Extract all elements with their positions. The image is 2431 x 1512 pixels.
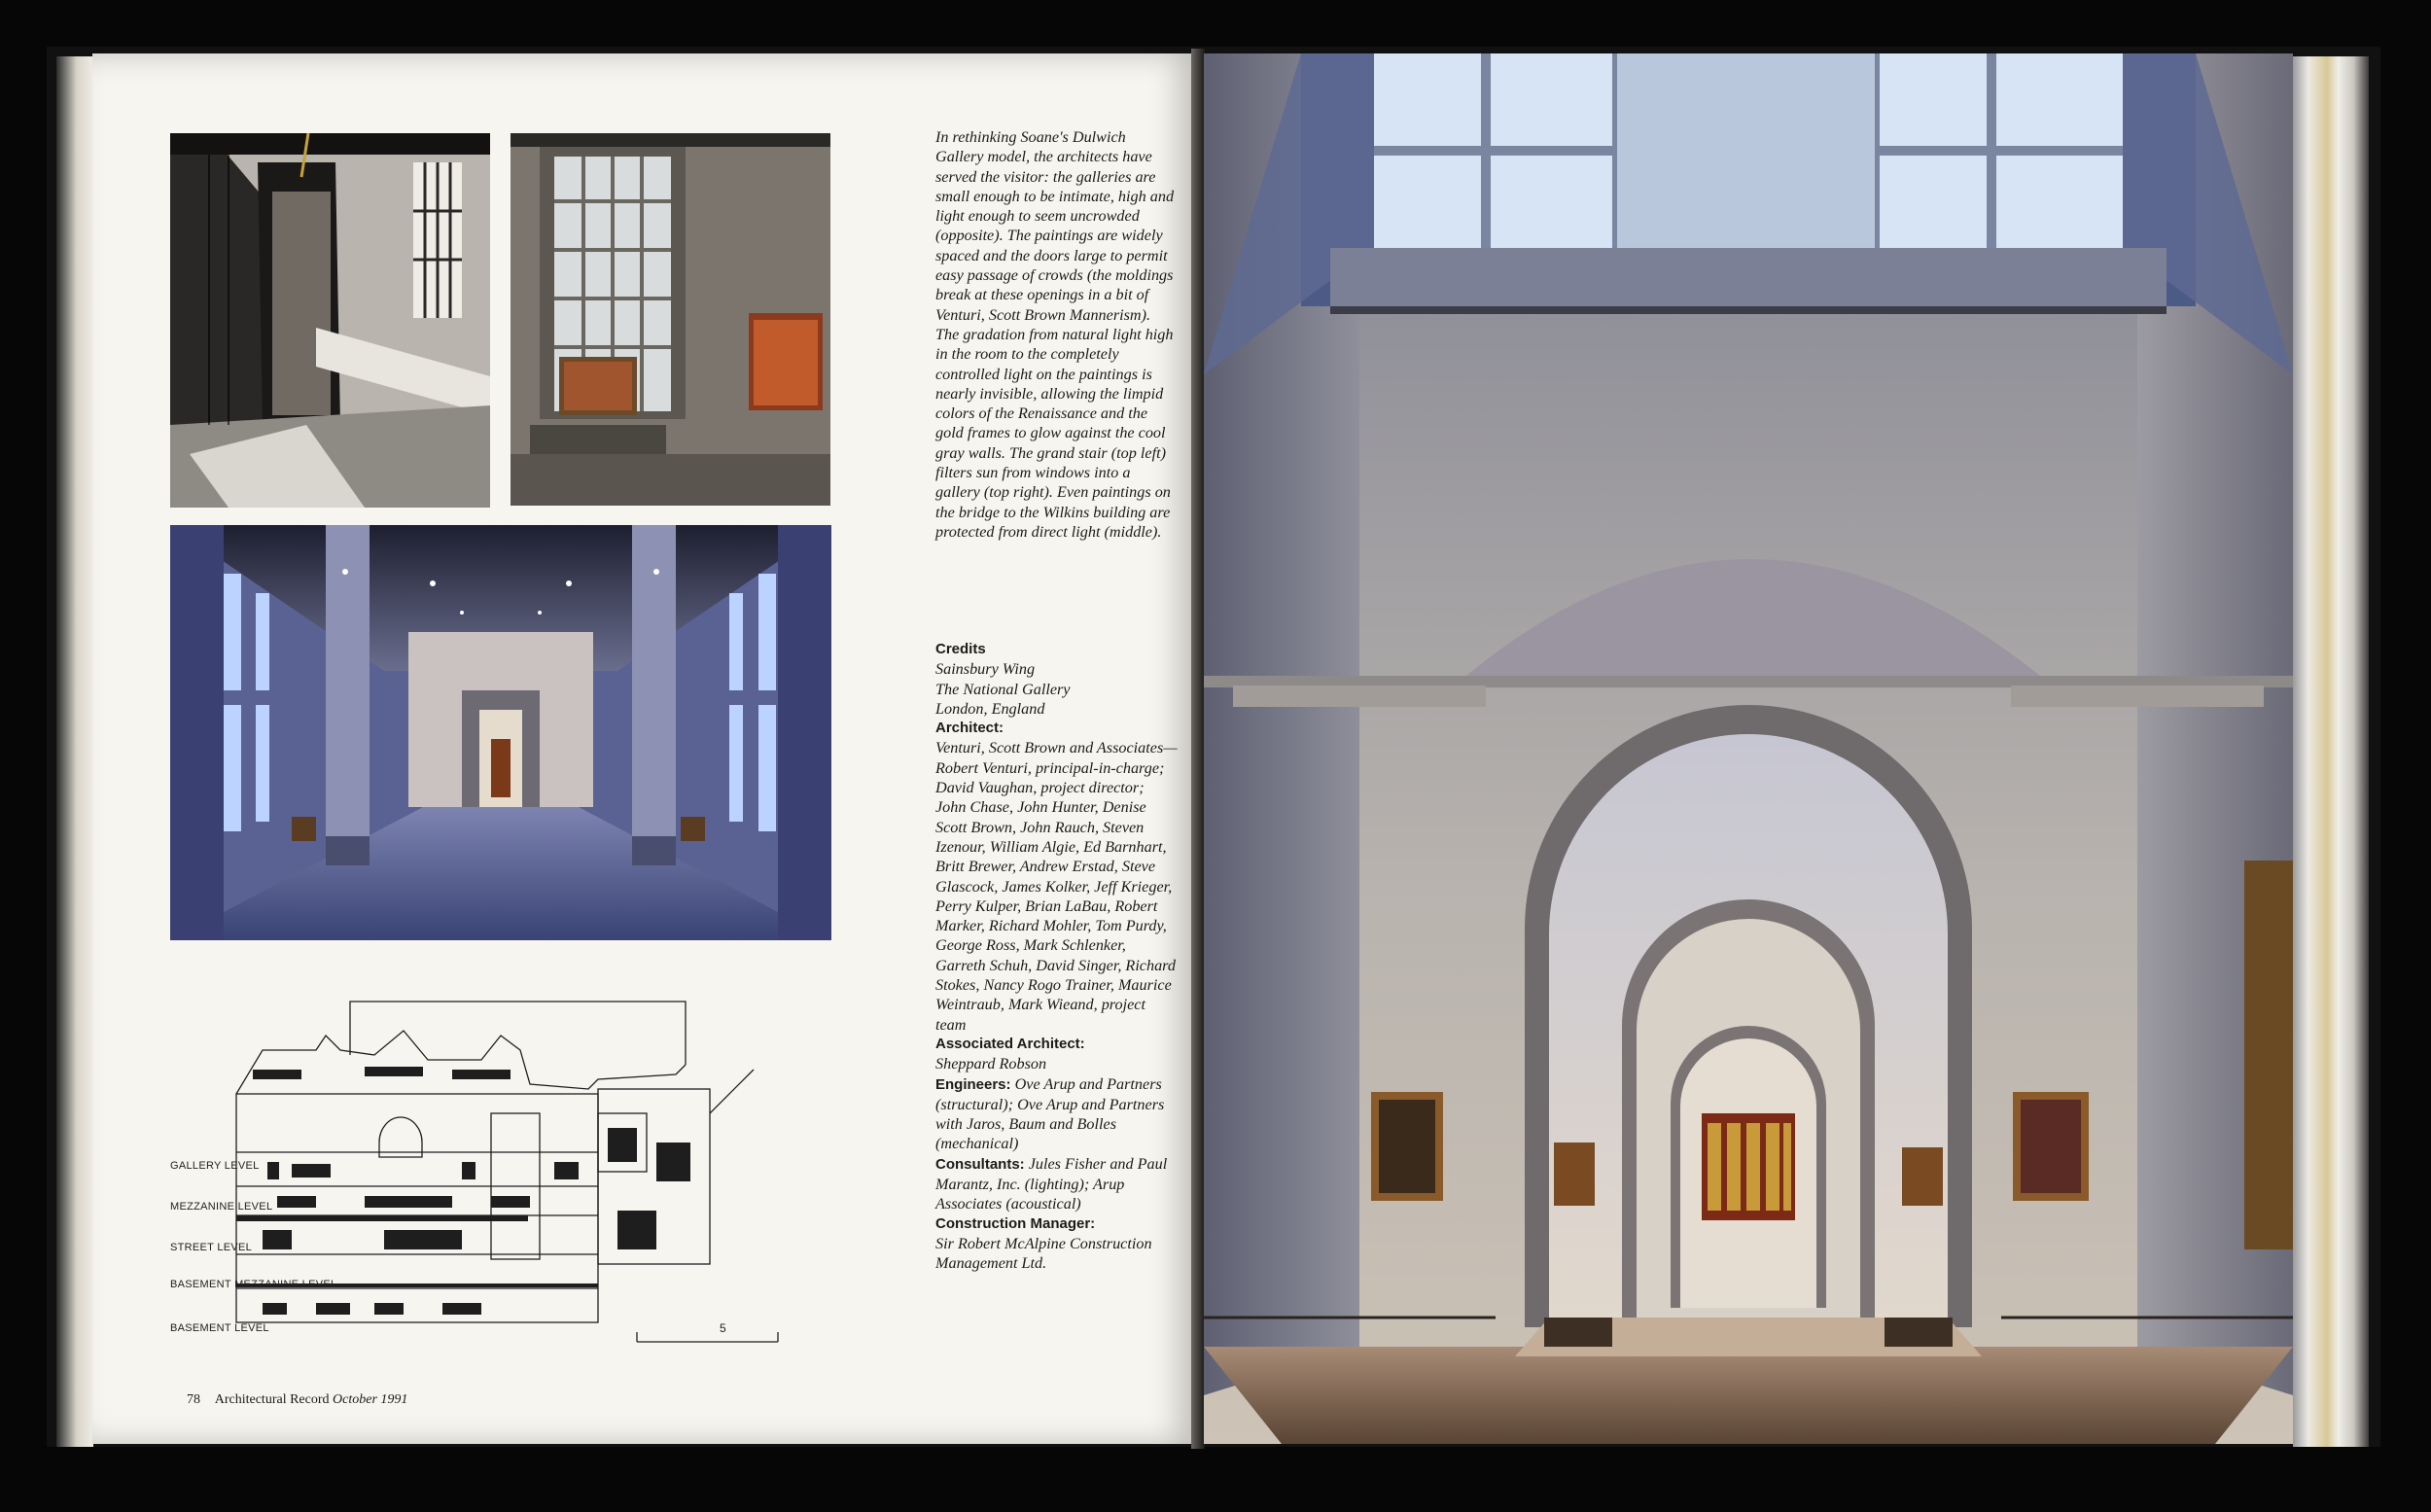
credits-architect-text: Venturi, Scott Brown and Associates—Robert Venturi, principal-in-charge; David Vaughan, project director; John Chase, John Hunter, Denise Scott Brown, John Rauch, Steven Izenour, William Algie, Ed Barnhart, Britt Brewer, Andrew Erstad, Steve Glascock, James Kolker, Jeff Krieger, Perry Kulper, Brian LaBau, Robert Marker, Richard Mohler, Tom Purdy, George Ross, Mark Schlenker, Garreth Schuh, David Singer, Richard Stokes, Nancy Rogo Trainer, Maurice Weintraub, Mark Wieand, project team (935, 739, 1178, 1034)
scale-bar-label: 5 (720, 1321, 726, 1335)
credits-associated-text: Sheppard Robson (935, 1055, 1047, 1073)
magazine-name: Architectural Record (214, 1392, 330, 1407)
credits-project-location: London, England (935, 699, 1045, 718)
level-label-mezzanine: MEZZANINE LEVEL (170, 1201, 273, 1213)
credits-engineers-label: Engineers: (935, 1075, 1011, 1093)
credits-consultants-label: Consultants: (935, 1155, 1025, 1173)
page-folio (187, 1392, 407, 1408)
credits-engineers-text: Ove Arup and Partners (structural); Ove Arup and Partners with Jaros, Baum and Bolles (mechanical) (935, 1074, 1165, 1153)
level-label-gallery: GALLERY LEVEL (170, 1160, 260, 1172)
issue-date: October 1991 (333, 1392, 408, 1407)
building-section-drawing (170, 997, 831, 1347)
bridge-gallery-photo (170, 525, 831, 940)
gallery-window-photo (511, 133, 830, 506)
credits-architect-label: Architect: (935, 720, 1004, 737)
level-label-basement-mezzanine: BASEMENT MEZZANINE LEVEL (170, 1279, 337, 1290)
credits-project-client: The National Gallery (935, 680, 1071, 698)
credits-project-name: Sainsbury Wing (935, 660, 1036, 679)
caption-text: In rethinking Soane's Dulwich Gallery model, the architects have served the visitor: the galleries are small enough to be intimate, high and light enough to seem uncrowded (opposite). The paintings are widely spaced and the doors large to permit easy passage of crowds (the moldings break at these openings in a bit of Venturi, Scott Brown Mannerism). The gradation from natural light high in the room to the completely controlled light on the paintings is nearly invisible, allowing the limpid colors of the Renaissance and the gold frames to glow against the cool gray walls. The grand stair (top left) filters sun from windows into a gallery (top right). Even paintings on the bridge to the Wilkins building are protected from direct light (middle). (935, 128, 1175, 541)
credits-heading: Credits (935, 641, 986, 657)
right-page-edge (2293, 56, 2369, 1447)
level-label-street: STREET LEVEL (170, 1242, 253, 1253)
book-gutter (1191, 49, 1205, 1449)
credits-associated-label: Associated Architect: (935, 1035, 1085, 1052)
credits-construction-label: Construction Manager: (935, 1214, 1096, 1232)
credits-consultants-text: Jules Fisher and Paul Marantz, Inc. (lighting); Arup Associates (acoustical) (935, 1154, 1168, 1213)
sainsbury-wing-gallery-photo (1204, 53, 2293, 1444)
credits-block (935, 640, 1179, 1274)
grand-stair-photo (170, 133, 490, 508)
credits-construction-text: Sir Robert McAlpine Construction Management Ltd. (935, 1234, 1152, 1273)
level-label-basement: BASEMENT LEVEL (170, 1322, 269, 1334)
page-number: 78 (187, 1392, 200, 1407)
photo-caption (935, 127, 1177, 542)
left-page-edge (56, 56, 93, 1447)
